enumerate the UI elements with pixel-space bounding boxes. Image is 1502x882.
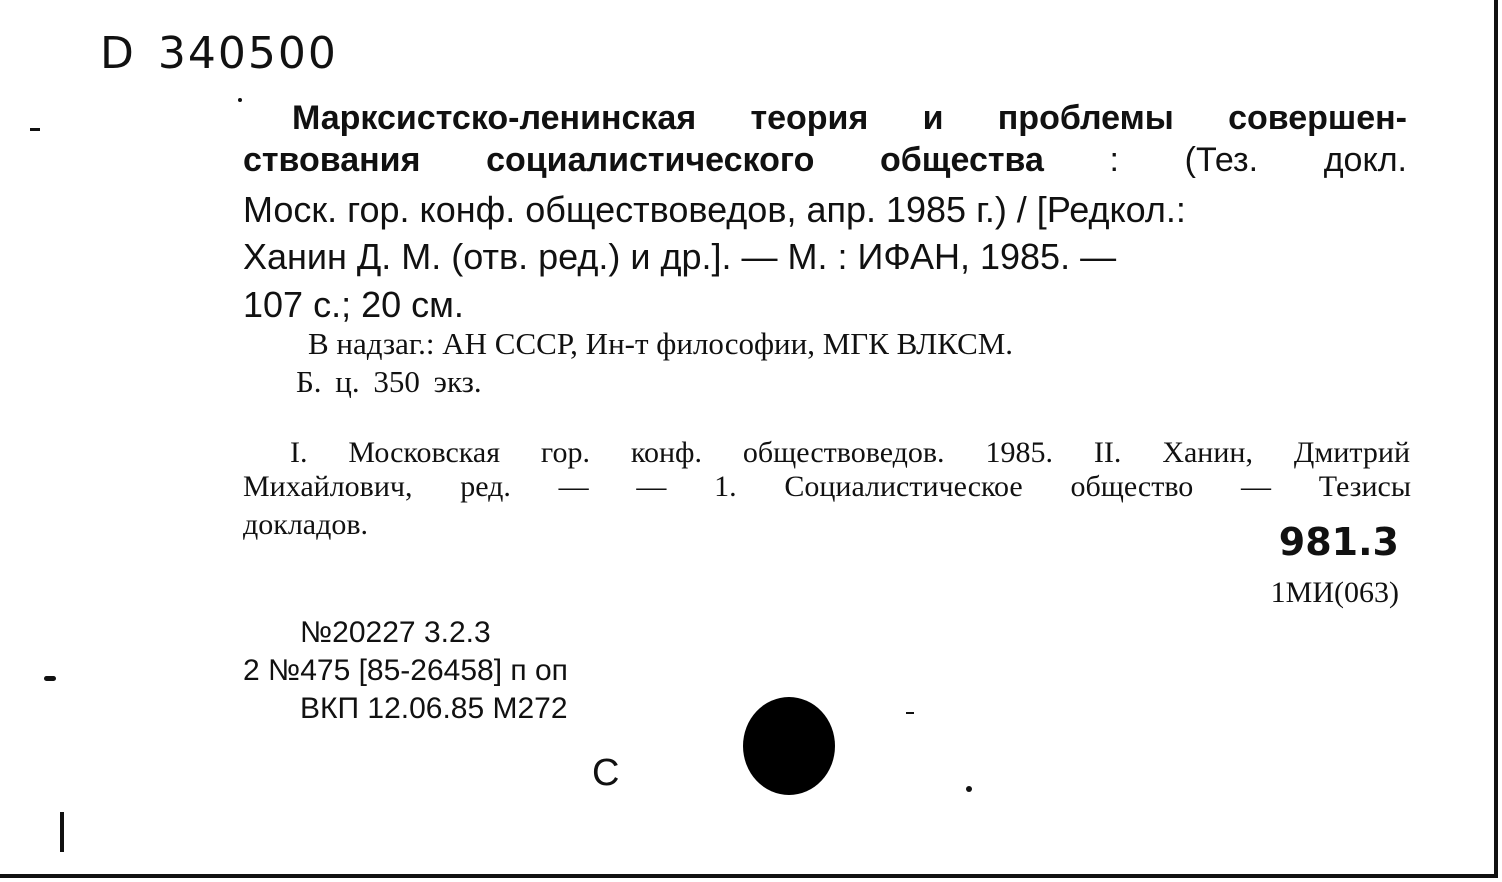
- letter-mark: С: [592, 752, 620, 794]
- accession-value: 340500: [157, 28, 338, 79]
- tracing-line-1: I. Московская гор. конф. обществоведов. 1985. II. Ханин, Дмитрий: [290, 436, 1410, 469]
- accession-prefix: D: [100, 28, 136, 79]
- tracing-line-2: Михайлович, ред. — — 1. Социалистическое общество — Тезисы: [243, 470, 1411, 503]
- imprint-line-2: Ханин Д. М. (отв. ред.) и др.]. — М. : ИФАН, 1985. —: [243, 236, 1117, 277]
- service-line-2: 2 №475 [85-26458] п оп: [243, 654, 568, 687]
- punch-hole: [743, 697, 835, 795]
- scan-speck: [44, 676, 56, 681]
- price-print-run: Б. ц. 350 экз.: [296, 364, 482, 399]
- shelf-mark: 981.3: [1278, 520, 1399, 564]
- title-line-2: [243, 140, 1407, 181]
- scan-speck: [60, 812, 64, 852]
- accession-number: [100, 28, 338, 79]
- service-line-1: №20227 3.2.3: [300, 616, 491, 649]
- title-line-1: Марксистско-ленинская теория и проблемы совершен-: [292, 99, 1407, 137]
- title-line-2-bold: ствования социалистического общества: [243, 141, 1044, 179]
- scan-speck: [30, 128, 40, 131]
- scan-speck: [966, 786, 972, 792]
- scan-speck: [238, 98, 242, 102]
- imprint-line-1: Моск. гор. конф. обществоведов, апр. 1985 г.) / [Редкол.:: [243, 189, 1186, 230]
- title-line-2-rest: : (Тез. докл.: [1043, 141, 1407, 179]
- scan-speck: [906, 712, 914, 714]
- tracing-line-3: докладов.: [243, 508, 369, 541]
- classification-code: 1МИ(063): [1270, 576, 1399, 609]
- head-note: В надзаг.: АН СССР, Ин-т философии, МГК ВЛКСМ.: [308, 326, 1014, 361]
- physical-description: 107 с.; 20 см.: [243, 284, 464, 325]
- service-line-3: ВКП 12.06.85 М272: [300, 692, 568, 725]
